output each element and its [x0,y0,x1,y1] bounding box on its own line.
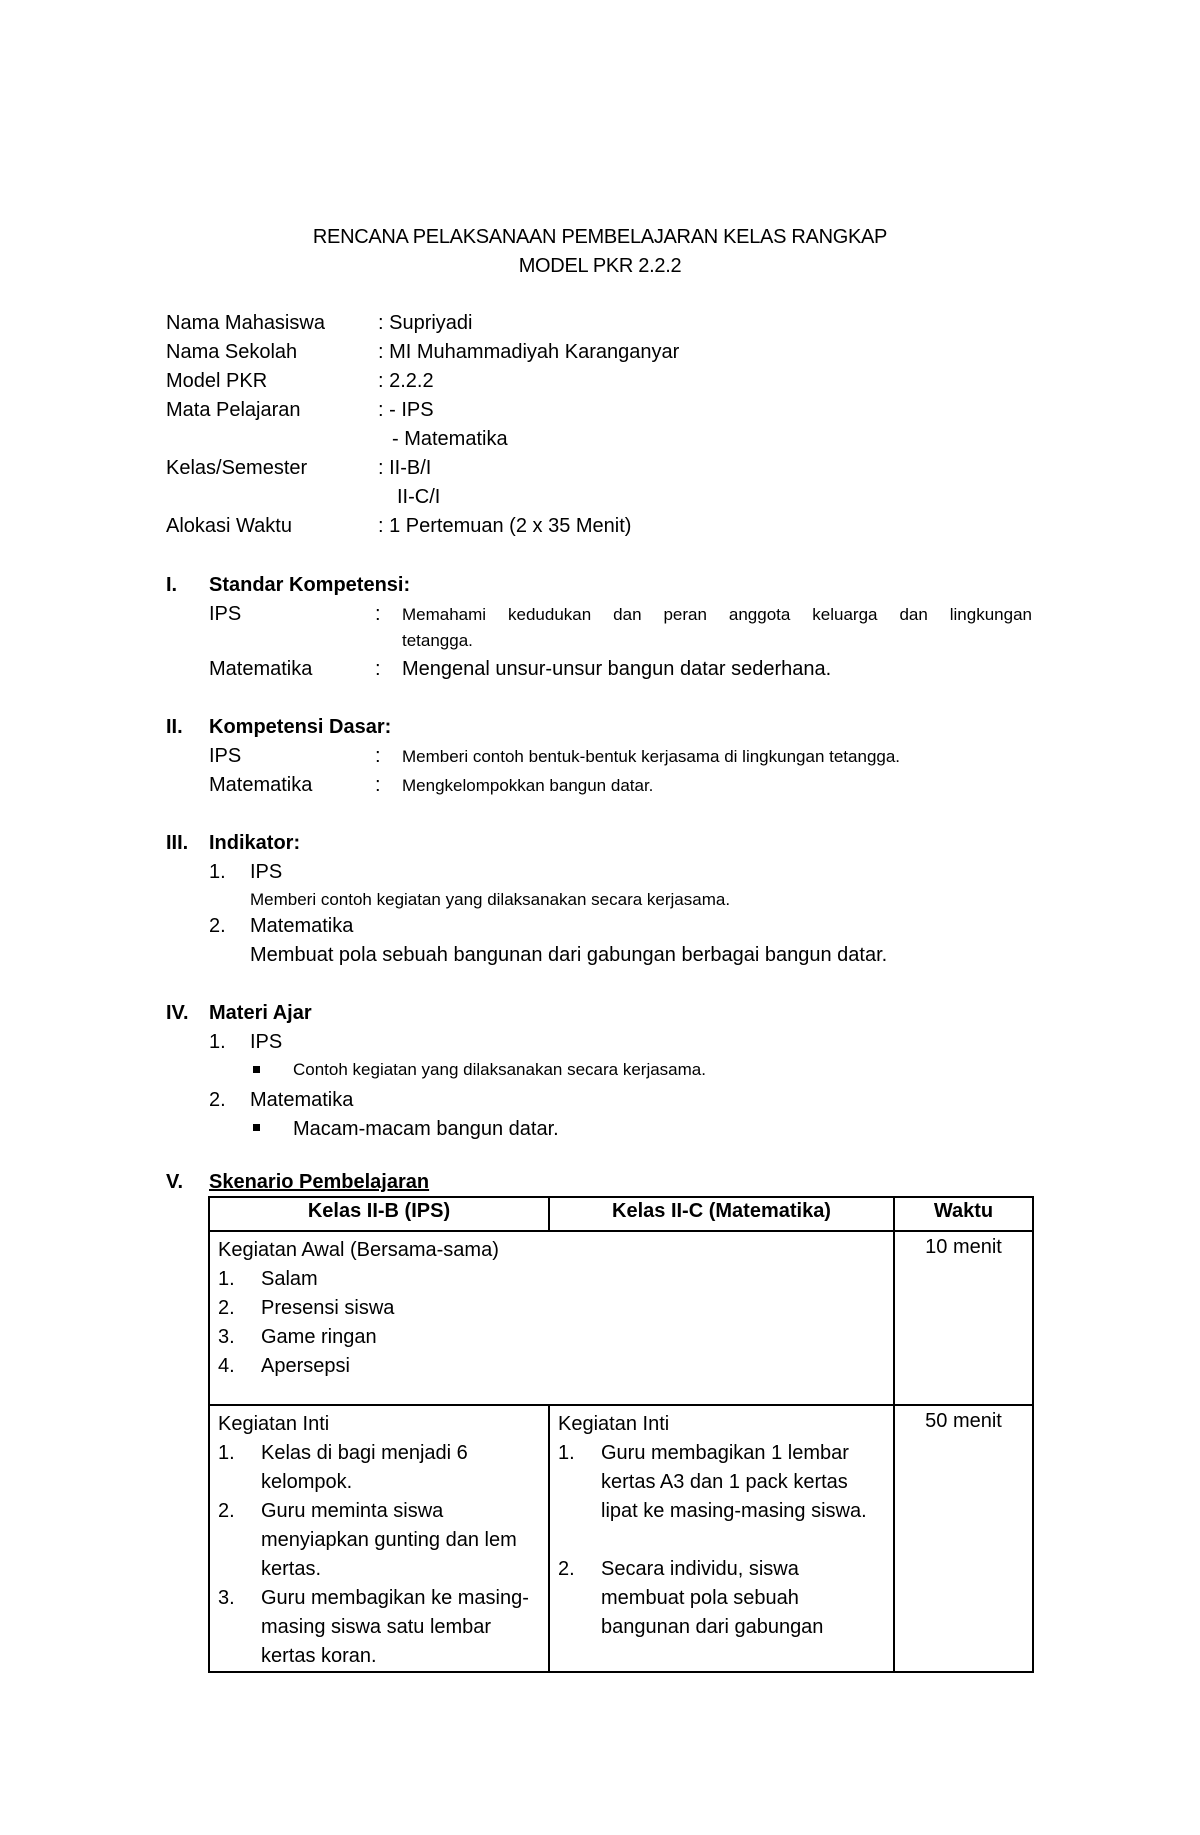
section-title: Materi Ajar [209,1002,312,1024]
identity-value: : 1 Pertemuan (2 x 35 Menit) [378,515,632,537]
opening-activity-list [218,1265,885,1381]
identity-value: : MI Muhammadiyah Karanganyar [378,341,680,363]
list-item: 3. Game ringan [218,1326,377,1348]
identity-value: : - IPS [378,399,434,421]
list-number: 2. [209,1089,226,1111]
document-subtitle: MODEL PKR 2.2.2 [518,255,682,277]
table-header-row [209,1197,1033,1231]
identity-label: Mata Pelajaran [166,399,301,421]
identity-label: Alokasi Waktu [166,515,292,537]
core-activity-left-cell [209,1405,549,1672]
scenario-table [208,1196,1034,1673]
time-cell: 10 menit [894,1231,1033,1405]
core-activity-list [558,1439,885,1642]
list-item: 4. Apersepsi [218,1355,350,1377]
competency-text: Mengenal unsur-unsur bangun datar sederhana. [402,658,832,680]
subject-label: Matematika [209,774,313,796]
table-header: Waktu [894,1197,1033,1231]
section-number: III. [166,832,189,854]
table-row [209,1405,1033,1672]
list-number: 1. [209,1031,226,1053]
section-title: Kompetensi Dasar: [209,716,392,738]
list-item: 1. Salam [218,1268,318,1290]
list-number: 1. [209,861,226,883]
list-item: 2. Guru meminta siswa menyiapkan gunting dan lem kertas. [218,1500,517,1580]
core-activity-right-cell [549,1405,894,1672]
section-number: I. [166,574,178,596]
material-text: Contoh kegiatan yang dilaksanakan secara kerjasama. [293,1060,706,1079]
opening-activity-title: Kegiatan Awal (Bersama-sama) [218,1239,499,1261]
section-number: V. [166,1171,184,1193]
section-title: Indikator: [209,832,301,854]
subject-label: IPS [209,603,242,625]
table-row [209,1231,1033,1405]
document-title: RENCANA PELAKSANAAN PEMBELAJARAN KELAS RANGKAP [312,226,888,248]
identity-label: Nama Mahasiswa [166,312,325,334]
square-bullet-icon [253,1066,260,1073]
core-activity-title: Kegiatan Inti [218,1413,330,1435]
competency-text-continued: tetangga. [402,631,473,650]
section-title: Skenario Pembelajaran [209,1171,430,1193]
identity-value: : 2.2.2 [378,370,434,392]
competency-text: Memberi contoh bentuk-bentuk kerjasama di lingkungan tetangga. [402,747,901,766]
identity-value: : Supriyadi [378,312,473,334]
core-activity-title: Kegiatan Inti [558,1413,670,1435]
section-title: Standar Kompetensi: [209,574,411,596]
list-number: 2. [209,915,226,937]
section-number: IV. [166,1002,189,1024]
section-number: II. [166,716,183,738]
table-header: Kelas II-B (IPS) [209,1197,549,1231]
subject-label: Matematika [209,658,313,680]
identity-value-continued: II-C/I [397,486,441,508]
list-item: 3. Guru membagikan ke masing-masing siswa satu lembar kertas koran. [218,1587,529,1667]
subject-label: IPS [209,745,242,767]
competency-text: Memahami kedudukan dan peran anggota keluarga dan lingkungan [402,605,1032,624]
time-cell: 50 menit [894,1405,1033,1672]
core-activity-list [218,1439,540,1671]
material-subject: IPS [250,1031,283,1053]
indicator-text: Membuat pola sebuah bangunan dari gabungan berbagai bangun datar. [250,944,888,966]
table-header: Kelas II-C (Matematika) [549,1197,894,1231]
colon: : [375,745,381,767]
identity-label: Kelas/Semester [166,457,308,479]
opening-activity-cell [209,1231,894,1405]
square-bullet-icon [253,1124,260,1131]
colon: : [375,774,381,796]
identity-label: Nama Sekolah [166,341,298,363]
material-text: Macam-macam bangun datar. [293,1118,559,1140]
identity-value-continued: - Matematika [392,428,508,450]
material-subject: Matematika [250,1089,354,1111]
competency-text: Mengkelompokkan bangun datar. [402,776,654,795]
list-item: 1. Guru membagikan 1 lembar kertas A3 dan 1 pack kertas lipat ke masing-masing siswa. [558,1442,867,1522]
indicator-subject: IPS [250,861,283,883]
identity-label: Model PKR [166,370,268,392]
indicator-text: Memberi contoh kegiatan yang dilaksanakan secara kerjasama. [250,890,731,909]
list-item: 2. Presensi siswa [218,1297,395,1319]
identity-value: : II-B/I [378,457,432,479]
list-item: 1. Kelas di bagi menjadi 6 kelompok. [218,1442,468,1493]
list-item: 2. Secara individu, siswa membuat pola sebuah bangunan dari gabungan [558,1558,824,1638]
colon: : [375,603,381,625]
colon: : [375,658,381,680]
indicator-subject: Matematika [250,915,354,937]
